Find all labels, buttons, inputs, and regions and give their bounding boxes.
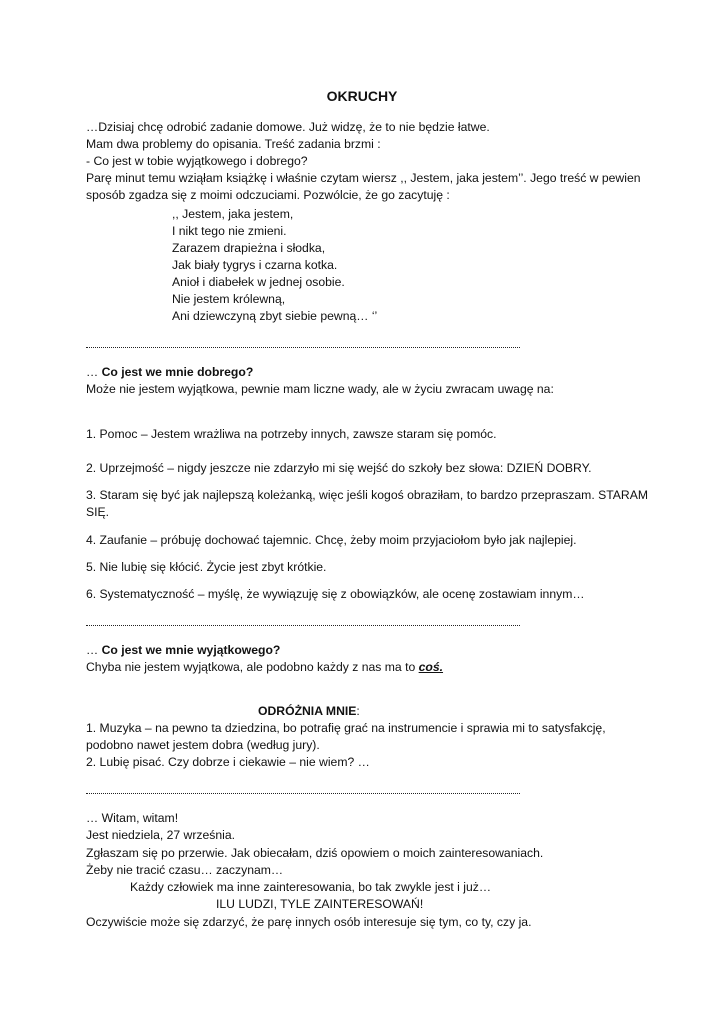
heading-text: Co jest we mnie wyjątkowego? [101,643,281,657]
list-item: 6. Systematyczność – myślę, że wywiązuję się z obowiązków, ale ocenę zostawiam innym… [86,587,585,601]
intro-emphasis: coś. [418,660,444,674]
subheading-colon: : [356,704,360,718]
list-item: 1. Pomoc – Jestem wrażliwa na potrzeby innych, zawsze staram się pomóc. [86,427,497,441]
list-item: podobno nawet jestem dobra (według jury). [86,738,320,752]
paragraph-line: Żeby nie tracić czasu… zaczynam… [86,863,284,877]
paragraph-line: Jest niedziela, 27 września. [86,828,236,842]
paragraph-line: Oczywiście może się zdarzyć, że parę innych osób interesuje się tym, co ty, czy ja. [86,915,532,929]
section-heading [86,364,253,381]
list-item: 2. Lubię pisać. Czy dobrze i ciekawie – nie wiem? … [86,755,370,769]
list-item: 1. Muzyka – na pewno ta dziedzina, bo potrafię grać na instrumencie i sprawia mi to satysfakcję, [86,721,606,735]
list-item: 3. Staram się być jak najlepszą koleżanką, więc jeśli kogoś obraziłam, to bardzo przepraszam. STARAM [86,488,648,502]
heading-text: Co jest we mnie dobrego? [101,365,254,379]
list-item: SIĘ. [86,505,110,519]
list-item: 4. Zaufanie – próbuję dochować tajemnic. Chcę, żeby moim przyjaciołom było jak najlepiej. [86,533,577,547]
paragraph-line: Każdy człowiek ma inne zainteresowania, bo tak zwykle jest i już… [130,880,492,894]
poem-line: Jak biały tygrys i czarna kotka. [172,258,338,272]
poem-line: ,, Jestem, jaka jestem, [172,207,294,221]
paragraph-line: … Witam, witam! [86,811,179,825]
list-item: 5. Nie lubię się kłócić. Życie jest zbyt krótkie. [86,560,327,574]
section-intro: Może nie jestem wyjątkowa, pewnie mam liczne wady, ale w życiu zwracam uwagę na: [86,382,554,396]
dotted-separator [86,793,520,794]
section-heading [86,642,280,659]
intro-line: Parę minut temu wziąłam książkę i właśnie czytam wiersz ,, Jestem, jaka jestem’’. Jego treść w pewien [86,171,641,185]
poem-line: Ani dziewczyną zbyt siebie pewną… ‘’ [172,309,378,323]
poem-line: Anioł i diabełek w jednej osobie. [172,275,345,289]
list-item: 2. Uprzejmość – nigdy jeszcze nie zdarzyło mi się wejść do szkoły bez słowa: DZIEŃ DOBRY. [86,461,592,475]
section-intro [86,659,443,676]
intro-line: - Co jest w tobie wyjątkowego i dobrego? [86,154,308,168]
poem-line: Zarazem drapieżna i słodka, [172,241,326,255]
poem-line: Nie jestem królewną, [172,292,286,306]
intro-text: Chyba nie jestem wyjątkowa, ale podobno każdy z nas ma to [86,660,419,674]
intro-line: Mam dwa problemy do opisania. Treść zadania brzmi : [86,137,381,151]
subheading-text: ODRÓŻNIA MNIE [258,704,357,718]
paragraph-line: ILU LUDZI, TYLE ZAINTERESOWAŃ! [216,897,424,911]
paragraph-line: Zgłaszam się po przerwie. Jak obiecałam, dziś opowiem o moich zainteresowaniach. [86,846,544,860]
heading-prefix: … [86,643,102,657]
subheading [258,703,360,720]
page-title: OKRUCHY [326,88,398,104]
heading-prefix: … [86,365,102,379]
dotted-separator [86,347,520,348]
intro-line: sposób zgadza się z moimi odczuciami. Pozwólcie, że go zacytuję : [86,188,450,202]
poem-line: I nikt tego nie zmieni. [172,224,287,238]
intro-line: …Dzisiaj chcę odrobić zadanie domowe. Już widzę, że to nie będzie łatwe. [86,120,490,134]
dotted-separator [86,625,520,626]
